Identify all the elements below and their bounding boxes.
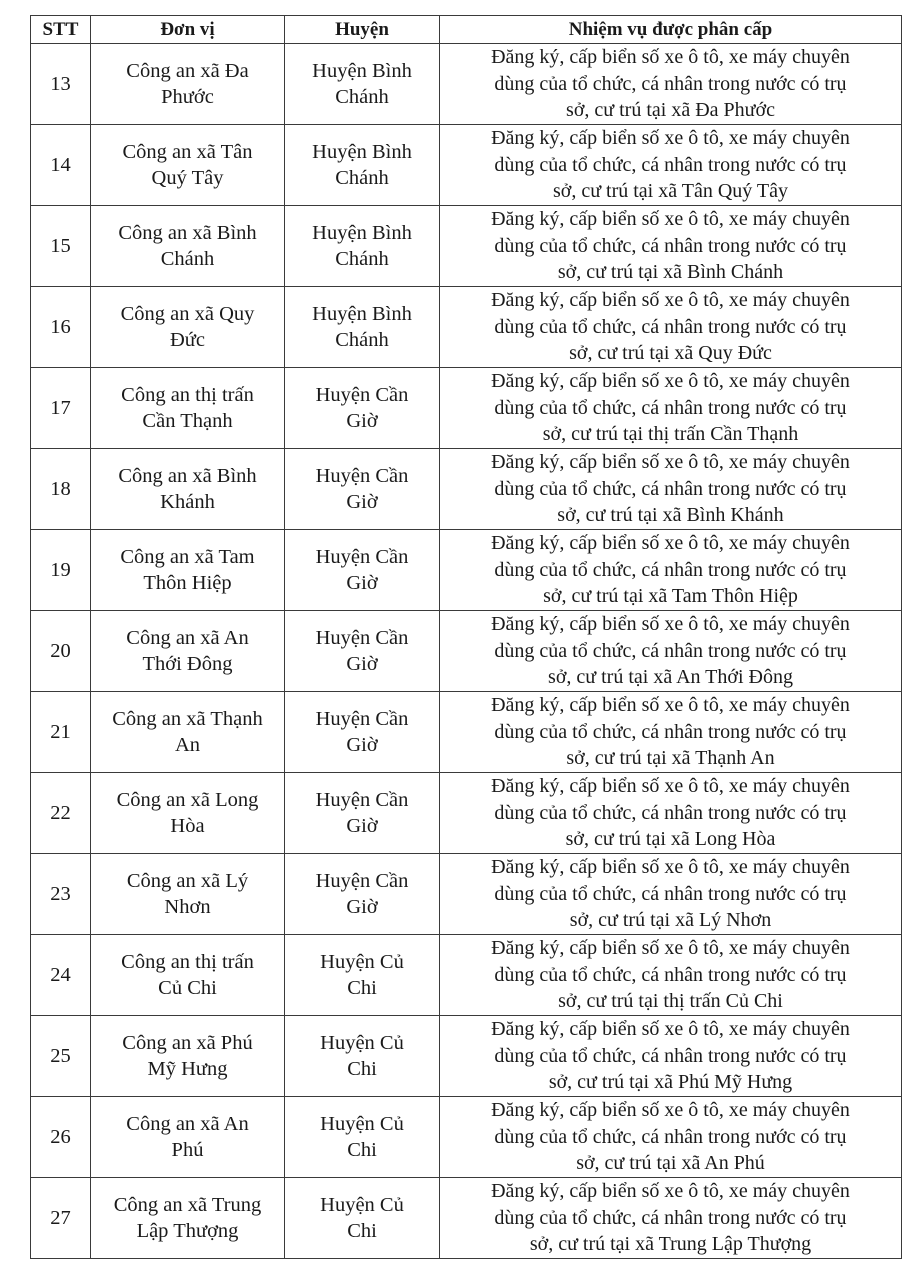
task-line-1: Đăng ký, cấp biển số xe ô tô, xe máy chuyên (491, 208, 850, 231)
unit-line-2: Phước (161, 86, 214, 108)
task-line-3: sở, cư trú tại xã Thạnh An (566, 747, 775, 770)
district-line-1: Huyện Củ (320, 1032, 404, 1054)
page-bottom-margin (0, 1266, 913, 1280)
task-line-3: sở, cư trú tại xã Tam Thôn Hiệp (543, 585, 798, 608)
delegation-table (30, 15, 902, 1259)
task-line-3: sở, cư trú tại xã An Phú (576, 1152, 765, 1175)
district-line-2: Giờ (346, 734, 378, 756)
task-line-2: dùng của tổ chức, cá nhân trong nước có trụ (494, 1125, 847, 1148)
cell-task (440, 1178, 902, 1259)
task-line-3: sở, cư trú tại thị trấn Cần Thạnh (542, 423, 799, 446)
unit-line-1: Công an thị trấn (121, 384, 254, 406)
unit-line-1: Công an xã An (126, 1113, 249, 1135)
cell-district (285, 854, 440, 935)
district-line-2: Chánh (335, 86, 389, 108)
cell-unit (91, 206, 285, 287)
task-line-2: dùng của tổ chức, cá nhân trong nước có trụ (494, 639, 847, 662)
district-line-1: Huyện Bình (312, 141, 412, 163)
cell-task (440, 1097, 902, 1178)
table-header (31, 16, 902, 44)
district-line-2: Giờ (346, 815, 378, 837)
task-line-3: sở, cư trú tại xã Tân Quý Tây (552, 180, 789, 203)
table-row (31, 611, 902, 692)
unit-line-2: Chánh (160, 248, 215, 270)
header-row (31, 16, 902, 44)
table-row (31, 287, 902, 368)
cell-unit (91, 44, 285, 125)
district-line-1: Huyện Cần (315, 465, 409, 487)
unit-line-1: Công an xã Tân (122, 141, 253, 163)
task-line-3: sở, cư trú tại xã Trung Lập Thượng (529, 1233, 812, 1256)
table-row (31, 692, 902, 773)
district-line-1: Huyện Củ (320, 951, 404, 973)
unit-line-1: Công an xã Quy (120, 303, 255, 325)
cell-unit (91, 611, 285, 692)
district-line-2: Giờ (346, 653, 378, 675)
district-line-1: Huyện Cần (315, 627, 409, 649)
task-line-3: sở, cư trú tại thị trấn Củ Chi (558, 990, 783, 1013)
table-row (31, 530, 902, 611)
unit-line-1: Công an xã Trung (113, 1194, 262, 1216)
cell-stt: 17 (31, 368, 91, 449)
unit-line-2: An (174, 734, 201, 756)
cell-unit (91, 1016, 285, 1097)
district-line-1: Huyện Củ (320, 1113, 404, 1135)
district-line-2: Chi (347, 1139, 377, 1161)
table-row (31, 368, 902, 449)
cell-task (440, 368, 902, 449)
task-line-1: Đăng ký, cấp biển số xe ô tô, xe máy chuyên (491, 370, 850, 393)
cell-district (285, 611, 440, 692)
task-line-1: Đăng ký, cấp biển số xe ô tô, xe máy chuyên (491, 694, 850, 717)
unit-line-1: Công an xã Đa (126, 60, 249, 82)
cell-district (285, 530, 440, 611)
cell-district (285, 125, 440, 206)
cell-task (440, 206, 902, 287)
task-line-3: sở, cư trú tại xã Long Hòa (565, 828, 776, 851)
district-line-2: Giờ (346, 491, 378, 513)
table-row (31, 773, 902, 854)
cell-district (285, 1097, 440, 1178)
header-unit: Đơn vị (91, 16, 285, 44)
district-line-1: Huyện Cần (315, 870, 409, 892)
district-line-1: Huyện Củ (320, 1194, 404, 1216)
task-line-1: Đăng ký, cấp biển số xe ô tô, xe máy chuyên (491, 127, 850, 150)
cell-unit (91, 692, 285, 773)
task-line-1: Đăng ký, cấp biển số xe ô tô, xe máy chuyên (491, 613, 850, 636)
unit-line-2: Mỹ Hưng (147, 1058, 228, 1080)
unit-line-2: Lập Thượng (136, 1220, 239, 1242)
header-task: Nhiệm vụ được phân cấp (440, 16, 902, 44)
task-line-2: dùng của tổ chức, cá nhân trong nước có trụ (494, 477, 847, 500)
unit-line-2: Hòa (170, 815, 205, 837)
cell-stt: 23 (31, 854, 91, 935)
cell-unit (91, 854, 285, 935)
task-line-3: sở, cư trú tại xã Lý Nhơn (569, 909, 772, 932)
task-line-1: Đăng ký, cấp biển số xe ô tô, xe máy chuyên (491, 937, 850, 960)
task-line-1: Đăng ký, cấp biển số xe ô tô, xe máy chuyên (491, 775, 850, 798)
cell-unit (91, 368, 285, 449)
cell-district (285, 692, 440, 773)
district-line-2: Chi (347, 1220, 377, 1242)
task-line-2: dùng của tổ chức, cá nhân trong nước có trụ (494, 801, 847, 824)
unit-line-2: Khánh (160, 491, 215, 513)
cell-district (285, 935, 440, 1016)
unit-line-1: Công an xã Bình (118, 222, 257, 244)
table-row (31, 1097, 902, 1178)
task-line-1: Đăng ký, cấp biển số xe ô tô, xe máy chuyên (491, 46, 850, 69)
task-line-1: Đăng ký, cấp biển số xe ô tô, xe máy chuyên (491, 856, 850, 879)
cell-stt: 16 (31, 287, 91, 368)
cell-stt: 15 (31, 206, 91, 287)
task-line-1: Đăng ký, cấp biển số xe ô tô, xe máy chuyên (491, 532, 850, 555)
table-row (31, 44, 902, 125)
task-line-2: dùng của tổ chức, cá nhân trong nước có trụ (494, 1206, 847, 1229)
cell-district (285, 368, 440, 449)
cell-task (440, 854, 902, 935)
unit-line-2: Nhơn (164, 896, 211, 918)
unit-line-1: Công an xã Bình (118, 465, 257, 487)
cell-task (440, 1016, 902, 1097)
task-line-1: Đăng ký, cấp biển số xe ô tô, xe máy chuyên (491, 1180, 850, 1203)
table-row (31, 1178, 902, 1259)
district-line-1: Huyện Cần (315, 789, 409, 811)
cell-stt: 20 (31, 611, 91, 692)
cell-stt: 27 (31, 1178, 91, 1259)
district-line-1: Huyện Cần (315, 384, 409, 406)
district-line-2: Chánh (335, 329, 389, 351)
cell-unit (91, 125, 285, 206)
cell-stt: 21 (31, 692, 91, 773)
table-row (31, 935, 902, 1016)
task-line-3: sở, cư trú tại xã Bình Khánh (557, 504, 784, 527)
cell-task (440, 692, 902, 773)
cell-task (440, 449, 902, 530)
unit-line-1: Công an thị trấn (121, 951, 254, 973)
unit-line-1: Công an xã Phú (122, 1032, 253, 1054)
cell-stt: 22 (31, 773, 91, 854)
district-line-2: Chi (347, 977, 377, 999)
task-line-2: dùng của tổ chức, cá nhân trong nước có trụ (494, 315, 847, 338)
cell-task (440, 935, 902, 1016)
cell-stt: 19 (31, 530, 91, 611)
unit-line-1: Công an xã Thạnh (112, 708, 263, 730)
task-line-1: Đăng ký, cấp biển số xe ô tô, xe máy chuyên (491, 1099, 850, 1122)
unit-line-2: Thới Đông (142, 653, 233, 675)
cell-task (440, 530, 902, 611)
task-line-3: sở, cư trú tại xã Quy Đức (569, 342, 772, 365)
task-line-2: dùng của tổ chức, cá nhân trong nước có trụ (494, 720, 847, 743)
cell-task (440, 44, 902, 125)
cell-stt: 14 (31, 125, 91, 206)
task-line-2: dùng của tổ chức, cá nhân trong nước có trụ (494, 963, 847, 986)
task-line-3: sở, cư trú tại xã Đa Phước (566, 99, 775, 122)
task-line-3: sở, cư trú tại xã An Thới Đông (548, 666, 793, 689)
table-body (31, 44, 902, 1259)
cell-district (285, 287, 440, 368)
district-line-2: Giờ (346, 410, 378, 432)
task-line-1: Đăng ký, cấp biển số xe ô tô, xe máy chuyên (491, 451, 850, 474)
cell-stt: 25 (31, 1016, 91, 1097)
task-line-2: dùng của tổ chức, cá nhân trong nước có trụ (494, 396, 847, 419)
cell-district (285, 206, 440, 287)
cell-unit (91, 935, 285, 1016)
unit-line-2: Củ Chi (158, 977, 217, 999)
header-district: Huyện (285, 16, 440, 44)
cell-task (440, 125, 902, 206)
district-line-2: Chi (347, 1058, 377, 1080)
district-line-2: Chánh (335, 167, 389, 189)
cell-stt: 13 (31, 44, 91, 125)
cell-district (285, 1016, 440, 1097)
cell-unit (91, 1097, 285, 1178)
cell-task (440, 773, 902, 854)
task-line-2: dùng của tổ chức, cá nhân trong nước có trụ (494, 234, 847, 257)
cell-unit (91, 530, 285, 611)
task-line-1: Đăng ký, cấp biển số xe ô tô, xe máy chuyên (491, 289, 850, 312)
table-row (31, 449, 902, 530)
task-line-3: sở, cư trú tại xã Bình Chánh (557, 261, 784, 284)
task-line-1: Đăng ký, cấp biển số xe ô tô, xe máy chuyên (491, 1018, 850, 1041)
cell-district (285, 1178, 440, 1259)
district-line-2: Giờ (346, 572, 378, 594)
task-line-2: dùng của tổ chức, cá nhân trong nước có trụ (494, 153, 847, 176)
district-line-1: Huyện Cần (315, 708, 409, 730)
district-line-2: Giờ (346, 896, 378, 918)
table-row (31, 125, 902, 206)
task-line-2: dùng của tổ chức, cá nhân trong nước có trụ (494, 72, 847, 95)
cell-district (285, 44, 440, 125)
cell-task (440, 287, 902, 368)
unit-line-2: Cần Thạnh (142, 410, 233, 432)
district-line-1: Huyện Bình (312, 222, 412, 244)
task-line-2: dùng của tổ chức, cá nhân trong nước có trụ (494, 1044, 847, 1067)
unit-line-1: Công an xã Long (116, 789, 259, 811)
cell-unit (91, 449, 285, 530)
cell-stt: 24 (31, 935, 91, 1016)
unit-line-2: Đức (169, 329, 205, 351)
table-row (31, 854, 902, 935)
unit-line-2: Thôn Hiệp (143, 572, 232, 594)
table-row (31, 1016, 902, 1097)
district-line-2: Chánh (335, 248, 389, 270)
unit-line-1: Công an xã Lý (126, 870, 249, 892)
unit-line-1: Công an xã Tam (120, 546, 255, 568)
district-line-1: Huyện Bình (312, 303, 412, 325)
unit-line-1: Công an xã An (126, 627, 249, 649)
unit-line-2: Quý Tây (151, 167, 224, 189)
task-line-2: dùng của tổ chức, cá nhân trong nước có trụ (494, 558, 847, 581)
cell-unit (91, 773, 285, 854)
cell-task (440, 611, 902, 692)
cell-district (285, 773, 440, 854)
header-stt: STT (31, 16, 91, 44)
cell-district (285, 449, 440, 530)
cell-unit (91, 287, 285, 368)
cell-unit (91, 1178, 285, 1259)
task-line-3: sở, cư trú tại xã Phú Mỹ Hưng (548, 1071, 793, 1094)
cell-stt: 26 (31, 1097, 91, 1178)
task-line-2: dùng của tổ chức, cá nhân trong nước có trụ (494, 882, 847, 905)
unit-line-2: Phú (171, 1139, 204, 1161)
district-line-1: Huyện Bình (312, 60, 412, 82)
table-row (31, 206, 902, 287)
cell-stt: 18 (31, 449, 91, 530)
district-line-1: Huyện Cần (315, 546, 409, 568)
